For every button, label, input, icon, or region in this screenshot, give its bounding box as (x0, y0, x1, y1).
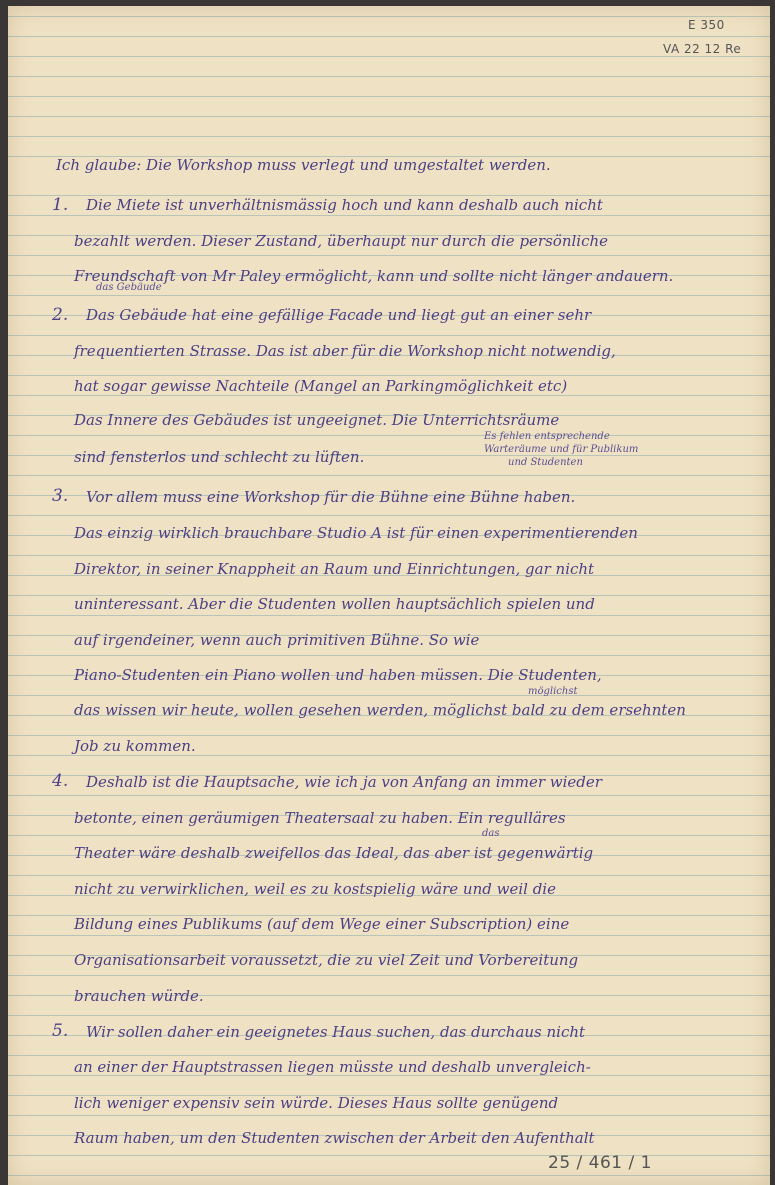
item-2-margin-note-b: Warteräume und für Publikum (484, 444, 639, 455)
item-2-line-3: hat sogar gewisse Nachteile (Mangel an Parkingmöglichkeit etc) (74, 377, 568, 395)
item-4-line-4: nicht zu verwirklichen, weil es zu kostspielig wäre und weil die (74, 880, 556, 898)
item-2-line-1: Das Gebäude hat eine gefällige Facade und liegt gut an einer sehr (86, 306, 592, 324)
item-5-line-3: lich weniger expensiv sein würde. Dieses Haus sollte genügend (74, 1094, 559, 1112)
item-4-insertion: das (482, 828, 500, 839)
item-3-line-8: Job zu kommen. (74, 737, 196, 755)
item-4-line-3: Theater wäre deshalb zweifellos das Ideal, das aber ist gegenwärtig (74, 844, 594, 862)
manuscript-page (8, 6, 770, 1185)
item-4-line-2: betonte, einen geräumigen Theatersaal zu haben. Ein regulläres (74, 809, 566, 827)
item-2-line-5: sind fensterlos und schlecht zu lüften. (74, 448, 365, 466)
item-2-margin-note-a: Es fehlen entsprechende (484, 431, 610, 442)
item-2-line-4: Das Innere des Gebäudes ist ungeeignet. Die Unterrichtsräume (74, 411, 560, 429)
item-3-line-7: das wissen wir heute, wollen gesehen werden, möglichst bald zu dem ersehnten (74, 701, 686, 719)
archive-folio-number: 25 / 461 / 1 (548, 1153, 652, 1173)
item-5-line-4: Raum haben, um den Studenten zwischen der Arbeit den Aufenthalt (74, 1129, 595, 1147)
item-1-line-3: Freundschaft von Mr Paley ermöglicht, kann und sollte nicht länger andauern. (74, 267, 674, 285)
intro-line: Ich glaube: Die Workshop muss verlegt und umgestaltet werden. (56, 156, 551, 174)
item-3-line-4: uninteressant. Aber die Studenten wollen hauptsächlich spielen und (74, 595, 595, 613)
item-5-line-2: an einer der Hauptstrassen liegen müsste und deshalb unvergleich- (74, 1058, 591, 1076)
item-4-line-6: Organisationsarbeit voraussetzt, die zu viel Zeit und Vorbereitung (74, 951, 579, 969)
item-number: 2. (52, 305, 69, 325)
archive-code-top: E 350 (688, 18, 725, 32)
item-3-insertion: möglichst (528, 686, 578, 697)
item-number: 1. (52, 195, 69, 215)
item-3-line-2: Das einzig wirklich brauchbare Studio A ist für einen experimentierenden (74, 524, 638, 542)
item-4-line-7: brauchen würde. (74, 987, 204, 1005)
item-3-line-3: Direktor, in seiner Knappheit an Raum und Einrichtungen, gar nicht (74, 560, 595, 578)
archive-reference: VA 22 12 Re (663, 42, 742, 56)
item-1-line-1: Die Miete ist unverhältnismässig hoch und kann deshalb auch nicht (86, 196, 603, 214)
item-number: 5. (52, 1021, 69, 1041)
item-2-insertion: das Gebäude (96, 282, 162, 293)
item-3-line-5: auf irgendeiner, wenn auch primitiven Bühne. So wie (74, 631, 480, 649)
item-3-line-6: Piano-Studenten ein Piano wollen und haben müssen. Die Studenten, (74, 666, 602, 684)
item-2-line-2: frequentierten Strasse. Das ist aber für die Workshop nicht notwendig, (74, 342, 616, 360)
item-4-line-1: Deshalb ist die Hauptsache, wie ich ja von Anfang an immer wieder (86, 773, 602, 791)
item-5-line-1: Wir sollen daher ein geeignetes Haus suchen, das durchaus nicht (86, 1023, 586, 1041)
item-number: 3. (52, 486, 69, 506)
item-3-line-1: Vor allem muss eine Workshop für die Bühne eine Bühne haben. (86, 488, 576, 506)
item-number: 4. (52, 771, 69, 791)
item-2-margin-note-c: und Studenten (508, 457, 583, 468)
item-1-line-2: bezahlt werden. Dieser Zustand, überhaupt nur durch die persönliche (74, 232, 609, 250)
item-4-line-5: Bildung eines Publikums (auf dem Wege einer Subscription) eine (74, 915, 570, 933)
